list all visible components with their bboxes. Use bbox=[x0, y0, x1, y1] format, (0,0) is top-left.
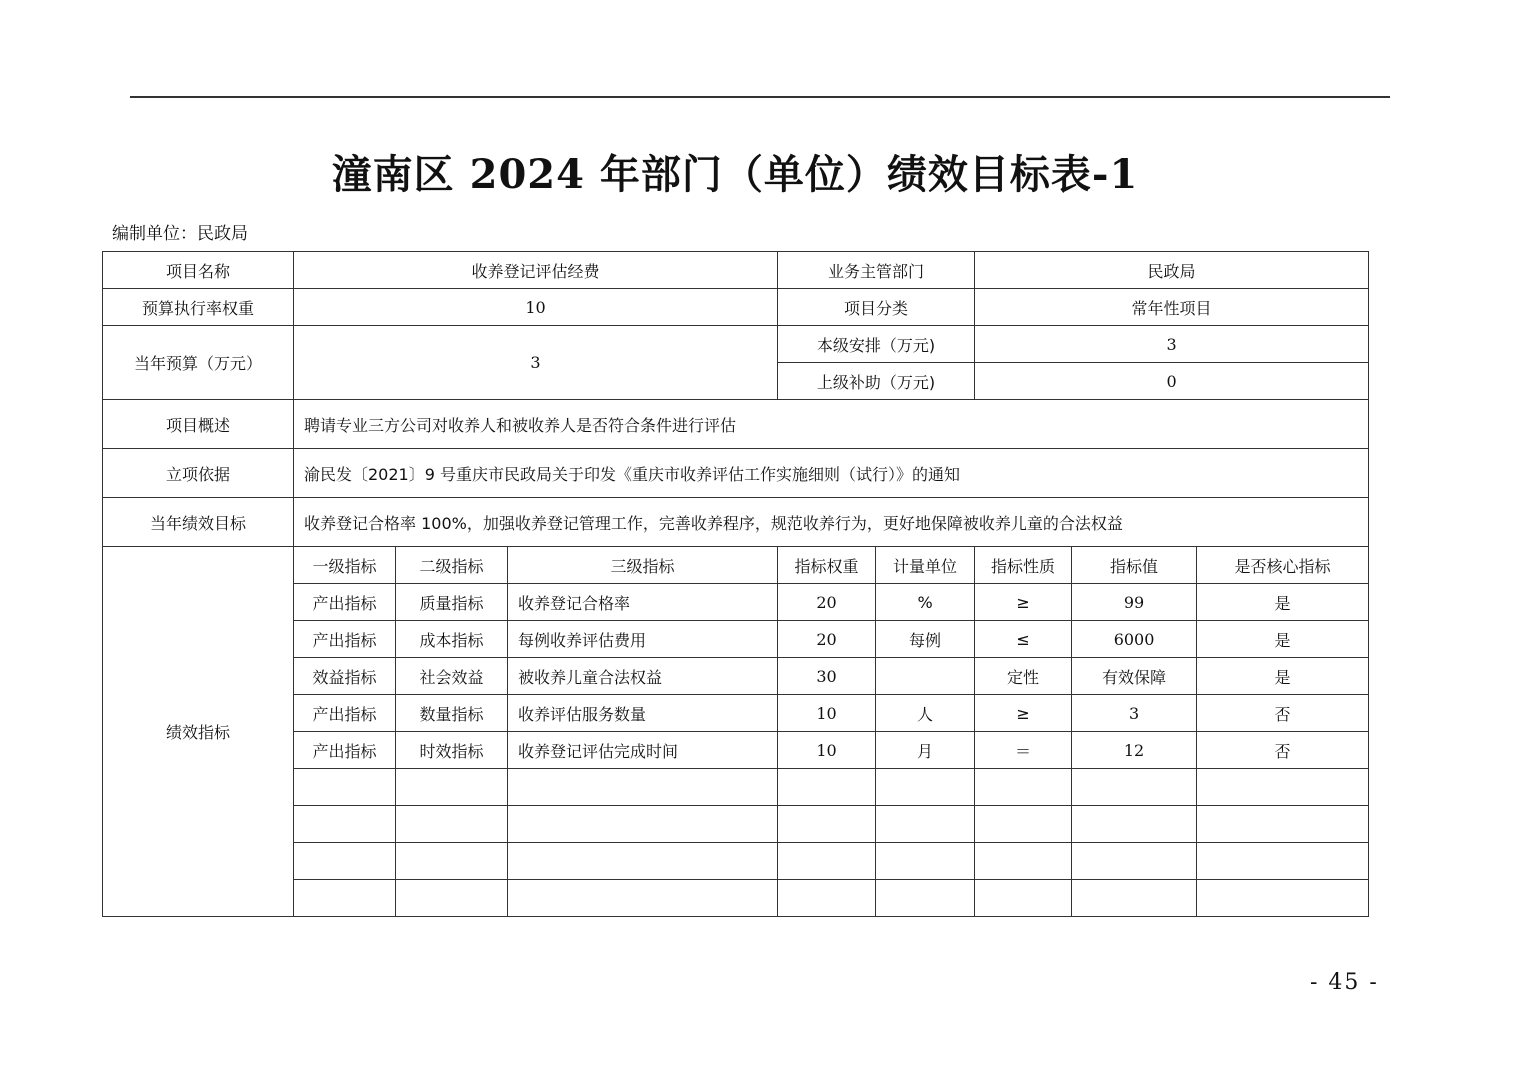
weight-label: 预算执行率权重 bbox=[103, 289, 294, 326]
nature: ≤ bbox=[975, 621, 1072, 658]
local-budget-value: 3 bbox=[975, 326, 1369, 363]
category-value: 常年性项目 bbox=[975, 289, 1369, 326]
indicators-section-label: 绩效指标 bbox=[103, 547, 294, 917]
table-row bbox=[103, 400, 1369, 449]
goal-value: 收养登记合格率 100%，加强收养登记管理工作，完善收养程序，规范收养行为，更好地保障被收养儿童的合法权益 bbox=[294, 498, 1369, 547]
level2: 质量指标 bbox=[396, 584, 508, 621]
budget-label: 当年预算（万元） bbox=[103, 326, 294, 400]
level3: 收养评估服务数量 bbox=[508, 695, 778, 732]
table-row bbox=[103, 498, 1369, 547]
project-name: 收养登记评估经费 bbox=[294, 252, 778, 289]
weight: 20 bbox=[778, 621, 876, 658]
dept-value: 民政局 bbox=[975, 252, 1369, 289]
unit bbox=[876, 658, 975, 695]
level1: 产出指标 bbox=[294, 732, 396, 769]
overview-label: 项目概述 bbox=[103, 400, 294, 449]
table-row bbox=[103, 252, 1369, 289]
project-name-label: 项目名称 bbox=[103, 252, 294, 289]
document-title: 潼南区 2024 年部门（单位）绩效目标表-1 bbox=[331, 151, 1139, 198]
overview-value: 聘请专业三方公司对收养人和被收养人是否符合条件进行评估 bbox=[294, 400, 1369, 449]
header-level2: 二级指标 bbox=[396, 547, 508, 584]
org-label: 编制单位： bbox=[112, 224, 197, 244]
goal-label: 当年绩效目标 bbox=[103, 498, 294, 547]
header-core: 是否核心指标 bbox=[1197, 547, 1369, 584]
upper-subsidy-label: 上级补助（万元) bbox=[778, 363, 975, 400]
level1: 产出指标 bbox=[294, 695, 396, 732]
level3: 被收养儿童合法权益 bbox=[508, 658, 778, 695]
value: 6000 bbox=[1072, 621, 1197, 658]
header-weight: 指标权重 bbox=[778, 547, 876, 584]
value: 99 bbox=[1072, 584, 1197, 621]
level1: 产出指标 bbox=[294, 584, 396, 621]
unit: % bbox=[876, 584, 975, 621]
header-level1: 一级指标 bbox=[294, 547, 396, 584]
core: 是 bbox=[1197, 584, 1369, 621]
budget-value: 3 bbox=[294, 326, 778, 400]
nature: ≥ bbox=[975, 584, 1072, 621]
level2: 成本指标 bbox=[396, 621, 508, 658]
header-level3: 三级指标 bbox=[508, 547, 778, 584]
nature: ＝ bbox=[975, 732, 1072, 769]
level3: 收养登记合格率 bbox=[508, 584, 778, 621]
weight: 20 bbox=[778, 584, 876, 621]
header-nature: 指标性质 bbox=[975, 547, 1072, 584]
basis-label: 立项依据 bbox=[103, 449, 294, 498]
core: 是 bbox=[1197, 621, 1369, 658]
value: 3 bbox=[1072, 695, 1197, 732]
core: 否 bbox=[1197, 695, 1369, 732]
table-row bbox=[103, 289, 1369, 326]
local-budget-label: 本级安排（万元) bbox=[778, 326, 975, 363]
level3: 收养登记评估完成时间 bbox=[508, 732, 778, 769]
dept-label: 业务主管部门 bbox=[778, 252, 975, 289]
table-row bbox=[103, 449, 1369, 498]
weight: 30 bbox=[778, 658, 876, 695]
weight: 10 bbox=[778, 695, 876, 732]
page-number: - 45 - bbox=[1310, 970, 1379, 995]
nature: ≥ bbox=[975, 695, 1072, 732]
unit: 月 bbox=[876, 732, 975, 769]
level2: 时效指标 bbox=[396, 732, 508, 769]
core: 是 bbox=[1197, 658, 1369, 695]
header-value: 指标值 bbox=[1072, 547, 1197, 584]
weight-value: 10 bbox=[294, 289, 778, 326]
organization-line bbox=[112, 222, 248, 246]
table-row bbox=[103, 326, 1369, 363]
weight: 10 bbox=[778, 732, 876, 769]
unit: 人 bbox=[876, 695, 975, 732]
nature: 定性 bbox=[975, 658, 1072, 695]
value: 12 bbox=[1072, 732, 1197, 769]
performance-table bbox=[102, 251, 1369, 917]
level1: 效益指标 bbox=[294, 658, 396, 695]
indicator-header-row bbox=[103, 547, 1369, 584]
unit: 每例 bbox=[876, 621, 975, 658]
core: 否 bbox=[1197, 732, 1369, 769]
level3: 每例收养评估费用 bbox=[508, 621, 778, 658]
upper-subsidy-value: 0 bbox=[975, 363, 1369, 400]
category-label: 项目分类 bbox=[778, 289, 975, 326]
level1: 产出指标 bbox=[294, 621, 396, 658]
header-unit: 计量单位 bbox=[876, 547, 975, 584]
top-rule bbox=[130, 96, 1390, 98]
level2: 社会效益 bbox=[396, 658, 508, 695]
basis-value: 渝民发〔2021〕9 号重庆市民政局关于印发《重庆市收养评估工作实施细则（试行）》的通知 bbox=[294, 449, 1369, 498]
value: 有效保障 bbox=[1072, 658, 1197, 695]
level2: 数量指标 bbox=[396, 695, 508, 732]
org-value: 民政局 bbox=[197, 224, 248, 244]
